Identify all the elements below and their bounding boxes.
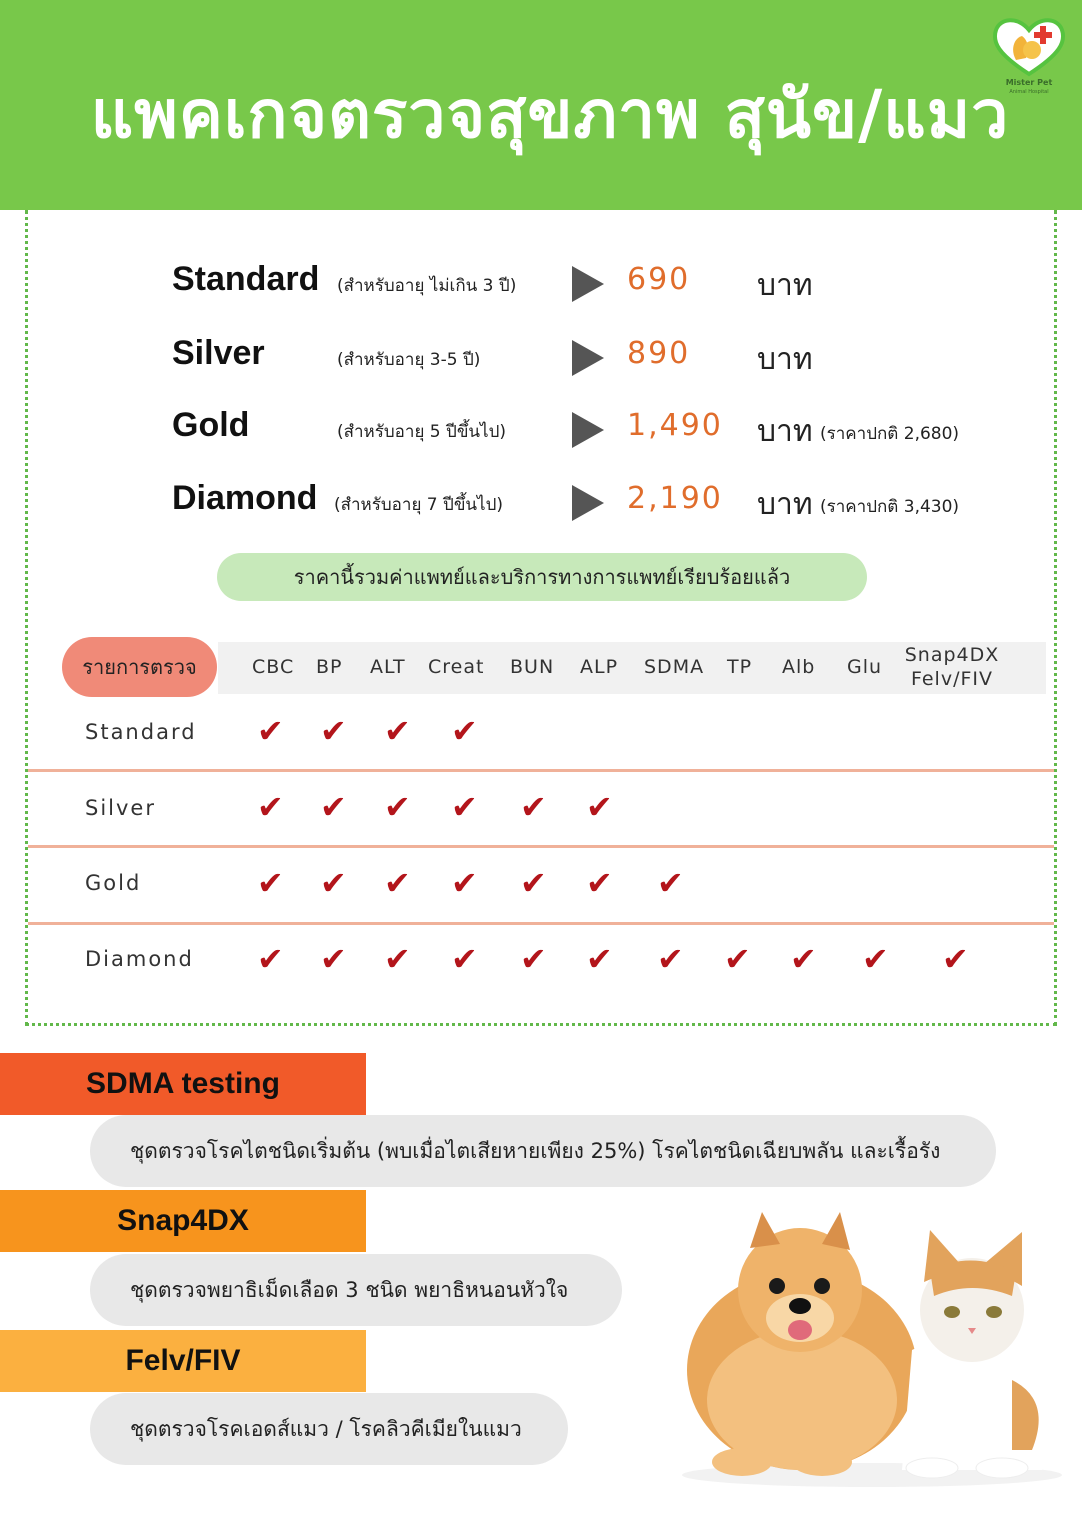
header-banner [0,0,1082,210]
page-title: แพคเกจตรวจสุขภาพ สุนัข/แมว [90,76,1010,153]
check-icon: ✔ [257,788,284,826]
package-name: Silver [172,334,265,372]
logo-text: Mister Pet [1005,78,1053,87]
check-icon: ✔ [586,940,613,978]
row-divider [28,922,1054,925]
check-icon: ✔ [320,788,347,826]
table-label: รายการตรวจ [62,637,217,697]
package-regular-price: (ราคาปกติ 2,680) [820,424,960,444]
package-age: (สำหรับอายุ 5 ปีขึ้นไป) [337,422,507,442]
column-header [902,643,1002,691]
check-icon: ✔ [451,788,478,826]
test-title: Felv/FIV [125,1344,241,1377]
check-icon: ✔ [257,864,284,902]
package-price: 890 [627,336,691,371]
check-icon: ✔ [942,940,969,978]
column-header: BUN [510,656,555,678]
dog-and-cat-image [672,1200,1072,1490]
package-unit: บาท [757,342,813,377]
check-icon: ✔ [384,864,411,902]
arrow-right-icon [572,485,604,521]
test-description: ชุดตรวจโรคเอดส์แมว / โรคลิวคีเมียในแมว [90,1393,568,1465]
check-icon: ✔ [384,788,411,826]
package-name: Diamond [172,479,318,517]
column-header: TP [727,656,753,678]
column-header: Creat [428,656,485,678]
package-row-standard [172,260,1022,310]
test-title: Snap4DX [117,1204,249,1237]
package-row-diamond [172,479,1022,529]
package-price: 2,190 [627,481,723,516]
test-title: SDMA testing [86,1067,280,1100]
check-icon: ✔ [724,940,751,978]
check-icon: ✔ [586,864,613,902]
check-icon: ✔ [451,940,478,978]
heart-logo-icon [988,14,1070,80]
table-row-label: Gold [85,871,142,895]
row-divider [28,845,1054,848]
package-price: 690 [627,262,691,297]
column-header: ALT [370,656,406,678]
check-icon: ✔ [451,712,478,750]
check-icon: ✔ [862,940,889,978]
check-icon: ✔ [320,864,347,902]
table-row-label: Standard [85,720,197,744]
price-note: ราคานี้รวมค่าแพทย์และบริการทางการแพทย์เรียบร้อยแล้ว [217,553,867,601]
package-regular-price: (ราคาปกติ 3,430) [820,497,960,517]
check-icon: ✔ [520,864,547,902]
logo-subtext: Animal Hospital [1009,89,1049,95]
check-icon: ✔ [320,940,347,978]
check-icon: ✔ [384,712,411,750]
test-description: ชุดตรวจโรคไตชนิดเริ่มต้น (พบเมื่อไตเสียหายเพียง 25%) โรคไตชนิดเฉียบพลัน และเรื้อรัง [90,1115,996,1187]
band-felv-fiv [0,1330,366,1392]
column-header: SDMA [644,656,705,678]
row-divider [28,769,1054,772]
test-description: ชุดตรวจพยาธิเม็ดเลือด 3 ชนิด พยาธิหนอนหัวใจ [90,1254,622,1326]
package-age: (สำหรับอายุ 7 ปีขึ้นไป) [334,495,504,515]
band-sdma [0,1053,366,1115]
check-icon: ✔ [520,940,547,978]
column-header: Glu [847,656,883,678]
package-row-gold [172,406,1022,456]
arrow-right-icon [572,412,604,448]
check-icon: ✔ [384,940,411,978]
package-name: Gold [172,406,250,444]
check-icon: ✔ [657,864,684,902]
check-icon: ✔ [451,864,478,902]
package-age: (สำหรับอายุ ไม่เกิน 3 ปี) [337,276,517,296]
arrow-right-icon [572,266,604,302]
package-name: Standard [172,260,320,298]
package-unit: บาท [757,414,813,449]
check-icon: ✔ [257,940,284,978]
clinic-logo [988,14,1070,100]
arrow-right-icon [572,340,604,376]
package-unit: บาท [757,487,813,522]
table-row-label: Silver [85,796,156,820]
check-icon: ✔ [790,940,817,978]
package-price: 1,490 [627,408,723,443]
column-header: Alb [782,656,816,678]
column-header-line: Felv/FIV [910,668,994,690]
column-header: BP [316,656,343,678]
check-icon: ✔ [257,712,284,750]
band-snap4dx [0,1190,366,1252]
package-panel [25,210,1057,1026]
column-header-line: Snap4DX [904,644,1000,666]
table-row-label: Diamond [85,947,194,971]
check-icon: ✔ [520,788,547,826]
check-icon: ✔ [657,940,684,978]
check-icon: ✔ [320,712,347,750]
package-age: (สำหรับอายุ 3-5 ปี) [337,350,481,370]
column-header: CBC [252,656,295,678]
check-icon: ✔ [586,788,613,826]
package-row-silver [172,334,1022,384]
package-unit: บาท [757,268,813,303]
column-header: ALP [580,656,619,678]
